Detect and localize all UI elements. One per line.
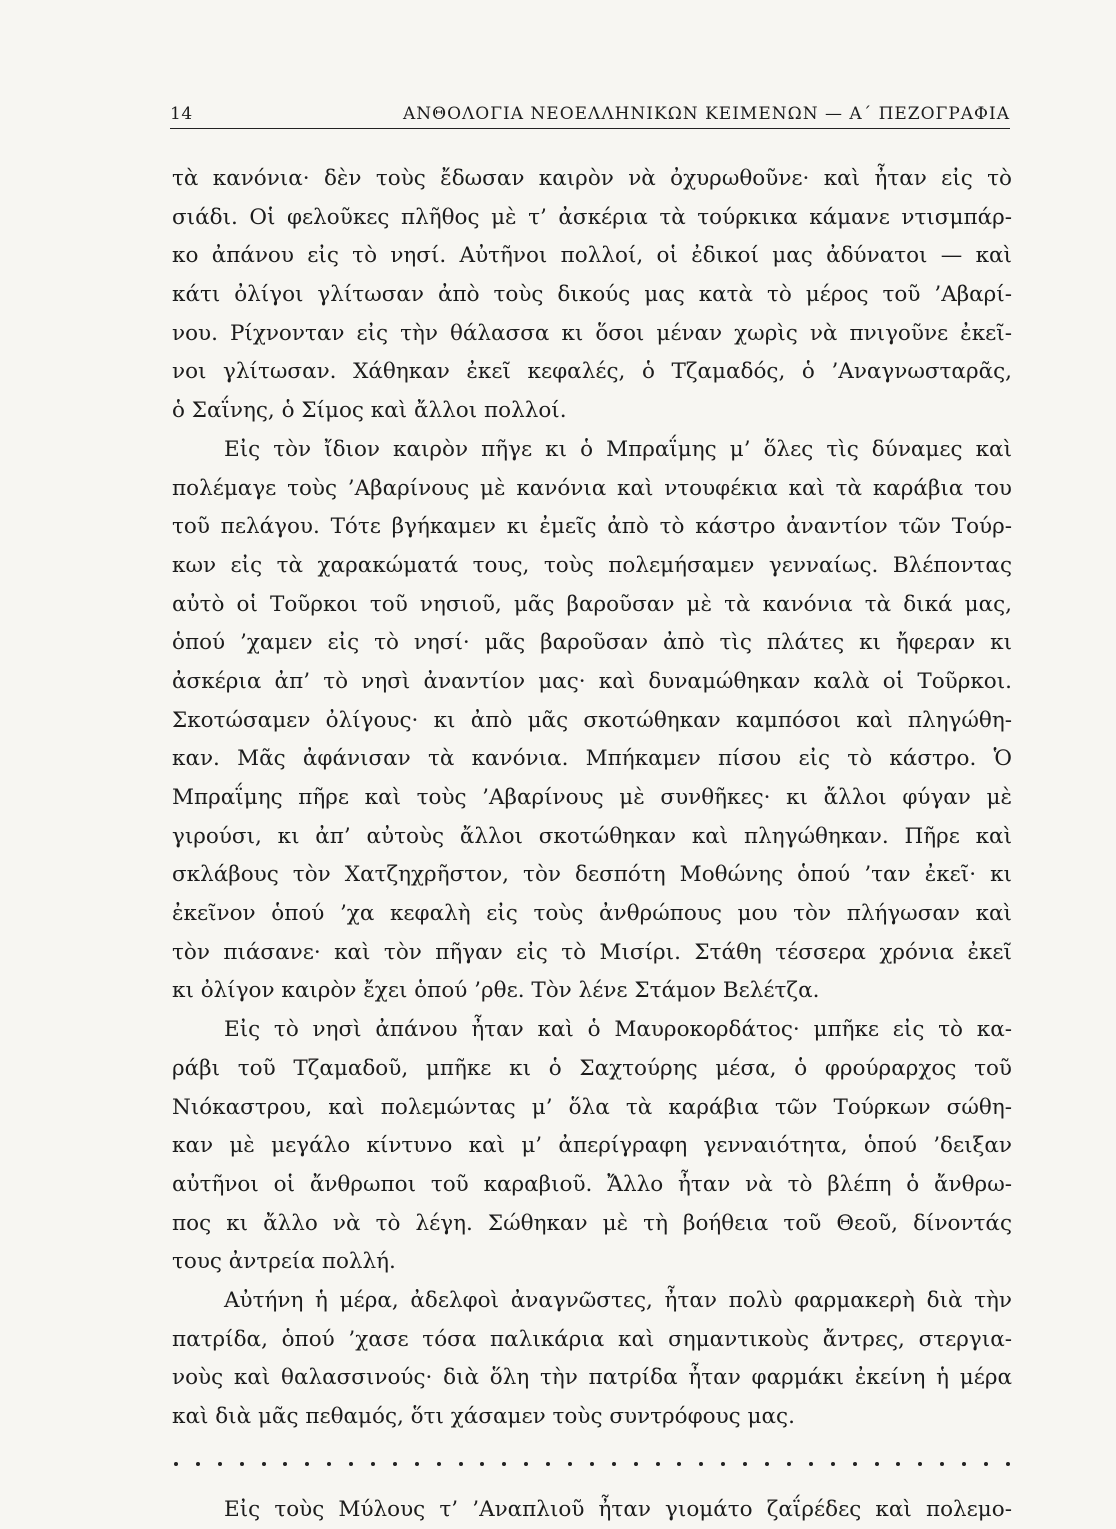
text-line: τοῦ πελάγου. Τότε βγήκαμεν κι ἐμεῖς ἀπὸ τὸ κάστρο ἀναντίον τῶν Τούρ- bbox=[172, 514, 1012, 540]
text-line: αὐτὸ οἱ Τοῦρκοι τοῦ νησιοῦ, μᾶς βαροῦσαν μὲ τὰ κανόνια τὰ δικά μας, bbox=[172, 591, 1012, 617]
text-line: καν μὲ μεγάλο κίντυνο καὶ μ’ ἀπερίγραφη γενναιότητα, ὁπού ’δειξαν bbox=[172, 1133, 1012, 1159]
text-line: αὐτῆνοι οἱ ἄνθρωποι τοῦ καραβιοῦ. Ἄλλο ἦταν νὰ τὸ βλέπη ὁ ἄνθρω- bbox=[172, 1171, 1012, 1197]
text-line: σκλάβους τὸν Χατζηχρῆστον, τὸν δεσπότη Μοθώνης ὁπού ’ταν ἐκεῖ· κι bbox=[172, 862, 1012, 888]
text-line: τὰ κανόνια· δὲν τοὺς ἔδωσαν καιρὸν νὰ ὀχυρωθοῦνε· καὶ ἦταν εἰς τὸ bbox=[172, 166, 1012, 191]
text-line: τὸν πιάσανε· καὶ τὸν πῆγαν εἰς τὸ Μισίρι. Στάθη τέσσερα χρόνια ἐκεῖ bbox=[172, 939, 1012, 965]
running-head bbox=[170, 104, 1010, 128]
text-line: ἐκεῖνον ὁπού ’χα κεφαλὴ εἰς τοὺς ἀνθρώπους μου τὸν πλήγωσαν καὶ bbox=[172, 901, 1012, 927]
body-text bbox=[172, 160, 1012, 1529]
text-line: καὶ διὰ μᾶς πεθαμός, ὅτι χάσαμεν τοὺς συντρόφους μας. bbox=[172, 1404, 795, 1429]
text-line: πολέμαγε τοὺς ’Αβαρίνους μὲ κανόνια καὶ ντουφέκια καὶ τὰ καράβια του bbox=[172, 475, 1012, 501]
text-line: νοι γλίτωσαν. Χάθηκαν ἐκεῖ κεφαλές, ὁ Τζαμαδός, ὁ ’Αναγνωσταρᾶς, bbox=[172, 359, 1012, 385]
text-line: νοὺς καὶ θαλασσινούς· διὰ ὅλη τὴν πατρίδα ἦταν φαρμάκι ἐκείνη ἡ μέρα bbox=[172, 1365, 1012, 1391]
text-line: Εἰς τὸ νησὶ ἀπάνου ἦταν καὶ ὁ Μαυροκορδάτος· μπῆκε εἰς τὸ κα- bbox=[224, 1017, 1012, 1043]
text-line: ἀσκέρια ἀπ’ τὸ νησὶ ἀναντίον μας· καὶ δυναμώθηκαν καλὰ οἱ Τοῦρκοι. bbox=[172, 668, 1012, 694]
ellipsis-separator bbox=[172, 1437, 1012, 1491]
text-line: Μπραΐμης πῆρε καὶ τοὺς ’Αβαρίνους μὲ συνθῆκες· κι ἄλλοι φύγαν μὲ bbox=[172, 785, 1012, 810]
text-line: Εἰς τὸν ἴδιον καιρὸν πῆγε κι ὁ Μπραΐμης μ’ ὅλες τὶς δύναμες καὶ bbox=[224, 436, 1012, 462]
text-line: τους ἀντρεία πολλή. bbox=[172, 1249, 396, 1275]
text-line: κάτι ὀλίγοι γλίτωσαν ἀπὸ τοὺς δικούς μας κατὰ τὸ μέρος τοῦ ’Αβαρί- bbox=[172, 282, 1012, 308]
text-line: κι ὀλίγον καιρὸν ἔχει ὁπού ’ρθε. Τὸν λένε Στάμον Βελέτζα. bbox=[172, 978, 820, 1004]
text-line: πατρίδα, ὁπού ’χασε τόσα παλικάρια καὶ σημαντικοὺς ἄντρες, στεργια- bbox=[172, 1326, 1012, 1352]
text-line: νου. Ρίχνονταν εἰς τὴν θάλασσα κι ὅσοι μέναν χωρὶς νὰ πνιγοῦνε ἐκεῖ- bbox=[172, 320, 1012, 346]
text-line: Νιόκαστρου, καὶ πολεμώντας μ’ ὅλα τὰ καράβια τῶν Τούρκων σώθη- bbox=[172, 1094, 1012, 1120]
text-line: σιάδι. Οἱ φελοῦκες πλῆθος μὲ τ’ ἀσκέρια τὰ τούρκικα κάμανε ντισμπάρ- bbox=[172, 204, 1012, 230]
text-line: ράβι τοῦ Τζαμαδοῦ, μπῆκε κι ὁ Σαχτούρης μέσα, ὁ φρούραρχος τοῦ bbox=[172, 1055, 1012, 1081]
text-line: ὁπού ’χαμεν εἰς τὸ νησί· μᾶς βαροῦσαν ἀπὸ τὶς πλάτες κι ἤφεραν κι bbox=[172, 630, 1012, 656]
text-line: πος κι ἄλλο νὰ τὸ λέγη. Σώθηκαν μὲ τὴ βοήθεια τοῦ Θεοῦ, δίνοντάς bbox=[172, 1210, 1012, 1236]
text-line: Εἰς τοὺς Μύλους τ’ ’Αναπλιοῦ ἦταν γιομάτο ζαΐρέδες καὶ πολεμο- bbox=[224, 1496, 1012, 1522]
text-line: καν. Μᾶς ἀφάνισαν τὰ κανόνια. Μπήκαμεν πίσου εἰς τὸ κάστρο. Ὁ bbox=[172, 746, 1012, 772]
running-head-title: ΑΝΘΟΛΟΓΙΑ ΝΕΟΕΛΛΗΝΙΚΩΝ ΚΕΙΜΕΝΩΝ — Α΄ ΠΕΖΟΓΡΑΦΙΑ bbox=[402, 104, 1010, 124]
text-line: Σκοτώσαμεν ὀλίγους· κι ἀπὸ μᾶς σκοτώθηκαν καμπόσοι καὶ πληγώθη- bbox=[172, 707, 1012, 733]
page-number: 14 bbox=[170, 104, 193, 124]
text-line: κων εἰς τὰ χαρακώματά τους, τοὺς πολεμήσαμεν γενναίως. Βλέποντας bbox=[172, 552, 1012, 578]
text-line: γιρούσι, κι ἀπ’ αὐτοὺς ἄλλοι σκοτώθηκαν καὶ πληγώθηκαν. Πῆρε καὶ bbox=[172, 823, 1012, 849]
text-line: Αὐτήνη ἡ μέρα, ἀδελφοὶ ἀναγνῶστες, ἦταν πολὺ φαρμακερὴ διὰ τὴν bbox=[224, 1287, 1012, 1313]
text-line: ὁ Σαΐνης, ὁ Σίμος καὶ ἄλλοι πολλοί. bbox=[172, 398, 567, 424]
text-line: κο ἀπάνου εἰς τὸ νησί. Αὐτῆνοι πολλοί, οἱ ἐδικοί μας ἀδύνατοι — καὶ bbox=[172, 243, 1012, 269]
header-rule bbox=[170, 128, 1010, 129]
